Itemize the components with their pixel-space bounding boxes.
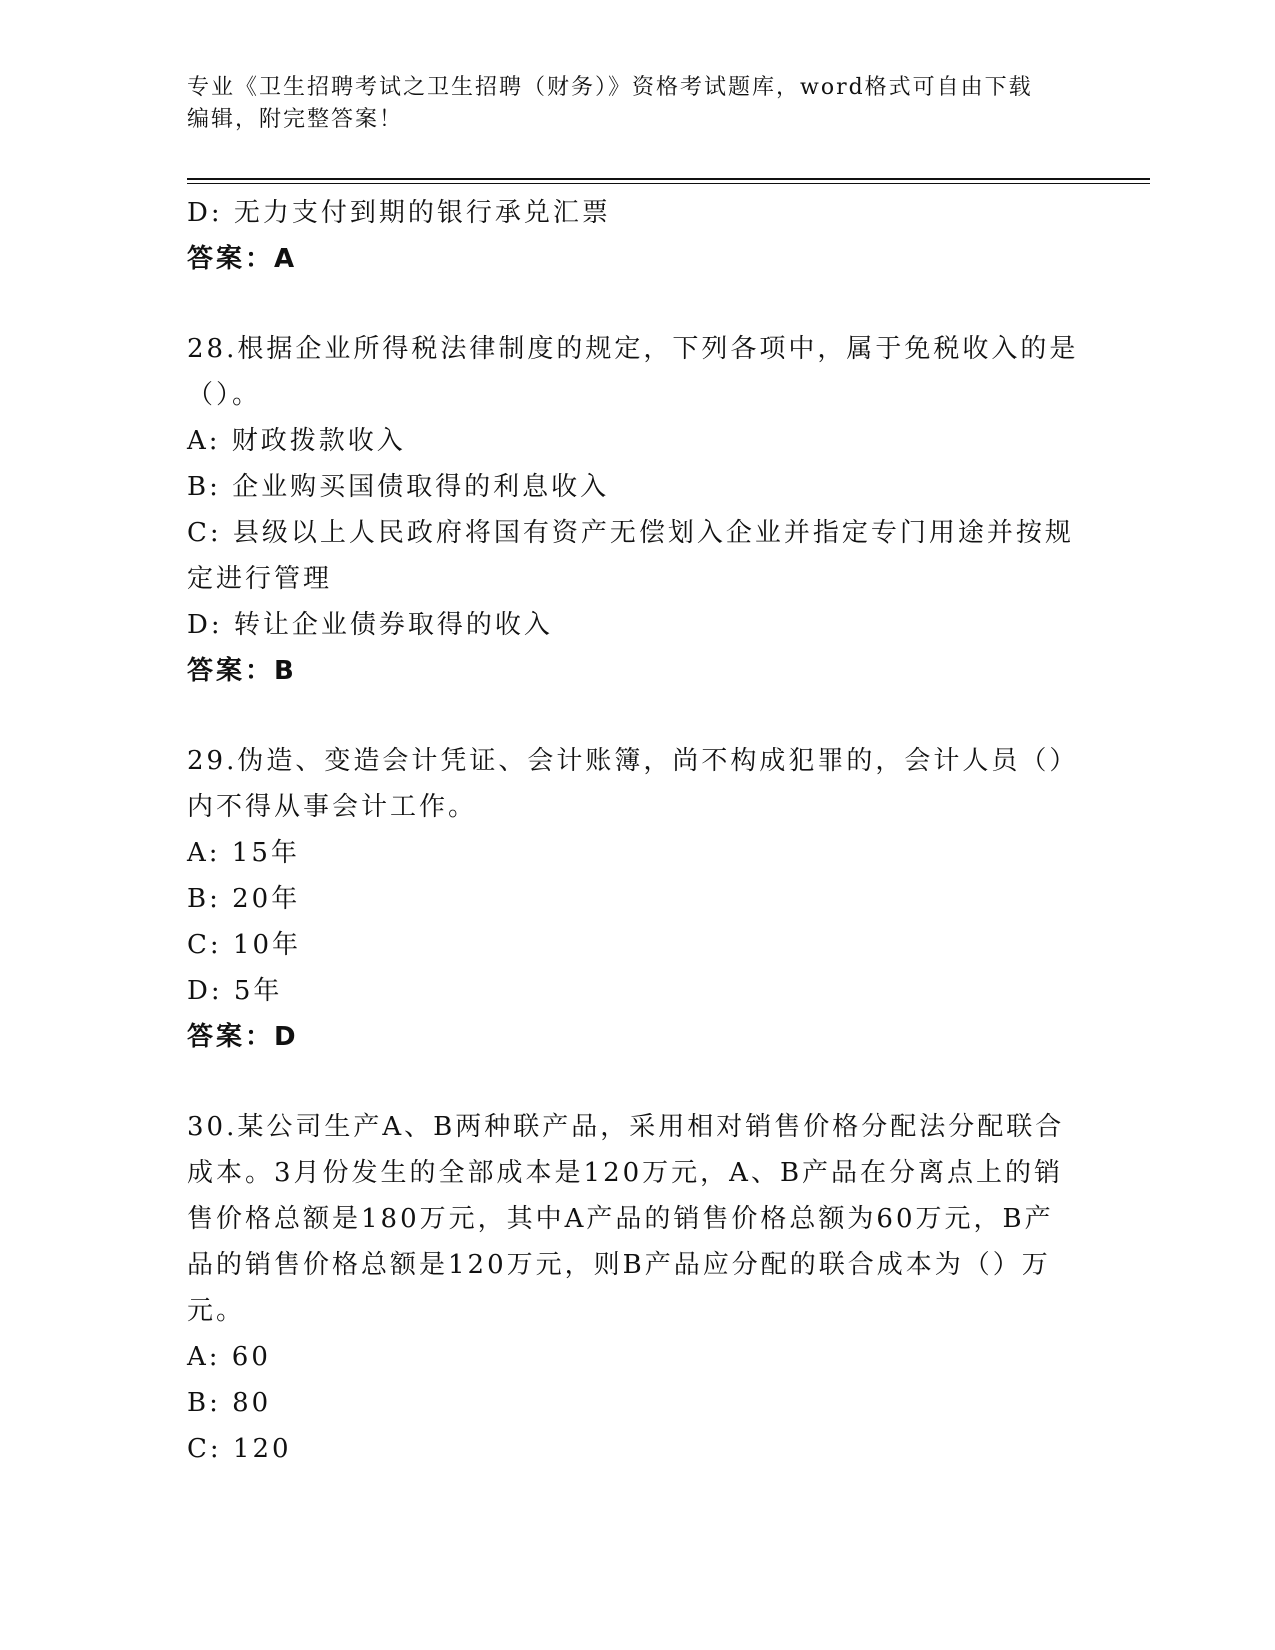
question-stem-line-4: 品的销售价格总额是120万元，则B产品应分配的联合成本为（）万 (187, 1250, 1051, 1280)
question-29 (187, 738, 1077, 1060)
option-a: A: 15年 (187, 838, 300, 868)
question-stem-line-2: （）。 (187, 380, 262, 410)
question-stem-line-1: 29.伪造、变造会计凭证、会计账簿，尚不构成犯罪的，会计人员（） (187, 746, 1079, 776)
option-b: B: 企业购买国债取得的利息收入 (187, 472, 610, 502)
header-line-2: 编辑，附完整答案！ (187, 107, 404, 132)
option-d: D: 5年 (187, 976, 283, 1006)
document-header (187, 72, 1067, 136)
question-stem-line-1: 30.某公司生产A、B两种联产品，采用相对销售价格分配法分配联合 (187, 1112, 1065, 1142)
option-c-line-1: C: 县级以上人民政府将国有资产无偿划入企业并指定专门用途并按规 (187, 518, 1074, 548)
header-line-1: 专业《卫生招聘考试之卫生招聘（财务）》资格考试题库，word格式可自由下载 (187, 75, 1033, 100)
option-a: A: 财政拨款收入 (187, 426, 406, 456)
question-stem-line-2: 成本。3月份发生的全部成本是120万元，A、B产品在分离点上的销 (187, 1158, 1064, 1188)
question-stem-line-3: 售价格总额是180万元，其中A产品的销售价格总额为60万元，B产 (187, 1204, 1054, 1234)
answer: 答案：A (187, 244, 298, 274)
question-stem-line-2: 内不得从事会计工作。 (187, 792, 478, 822)
question-stem-line-1: 28.根据企业所得税法律制度的规定，下列各项中，属于免税收入的是 (187, 334, 1079, 364)
option-c-line-2: 定进行管理 (187, 564, 333, 594)
option-a: A: 60 (187, 1342, 271, 1372)
question-28 (187, 326, 1077, 694)
answer: 答案：D (187, 1022, 299, 1052)
answer: 答案：B (187, 656, 297, 686)
option-d: D: 无力支付到期的银行承兑汇票 (187, 198, 611, 228)
question-list (187, 190, 1077, 1472)
option-d: D: 转让企业债券取得的收入 (187, 610, 553, 640)
option-b: B: 80 (187, 1388, 272, 1418)
question-27-tail (187, 190, 1077, 282)
header-divider (187, 178, 1150, 180)
option-c: C: 10年 (187, 930, 302, 960)
question-30 (187, 1104, 1077, 1472)
option-c: C: 120 (187, 1434, 292, 1464)
option-b: B: 20年 (187, 884, 301, 914)
question-stem-line-5: 元。 (187, 1296, 246, 1326)
header-divider-thin (187, 183, 1150, 184)
